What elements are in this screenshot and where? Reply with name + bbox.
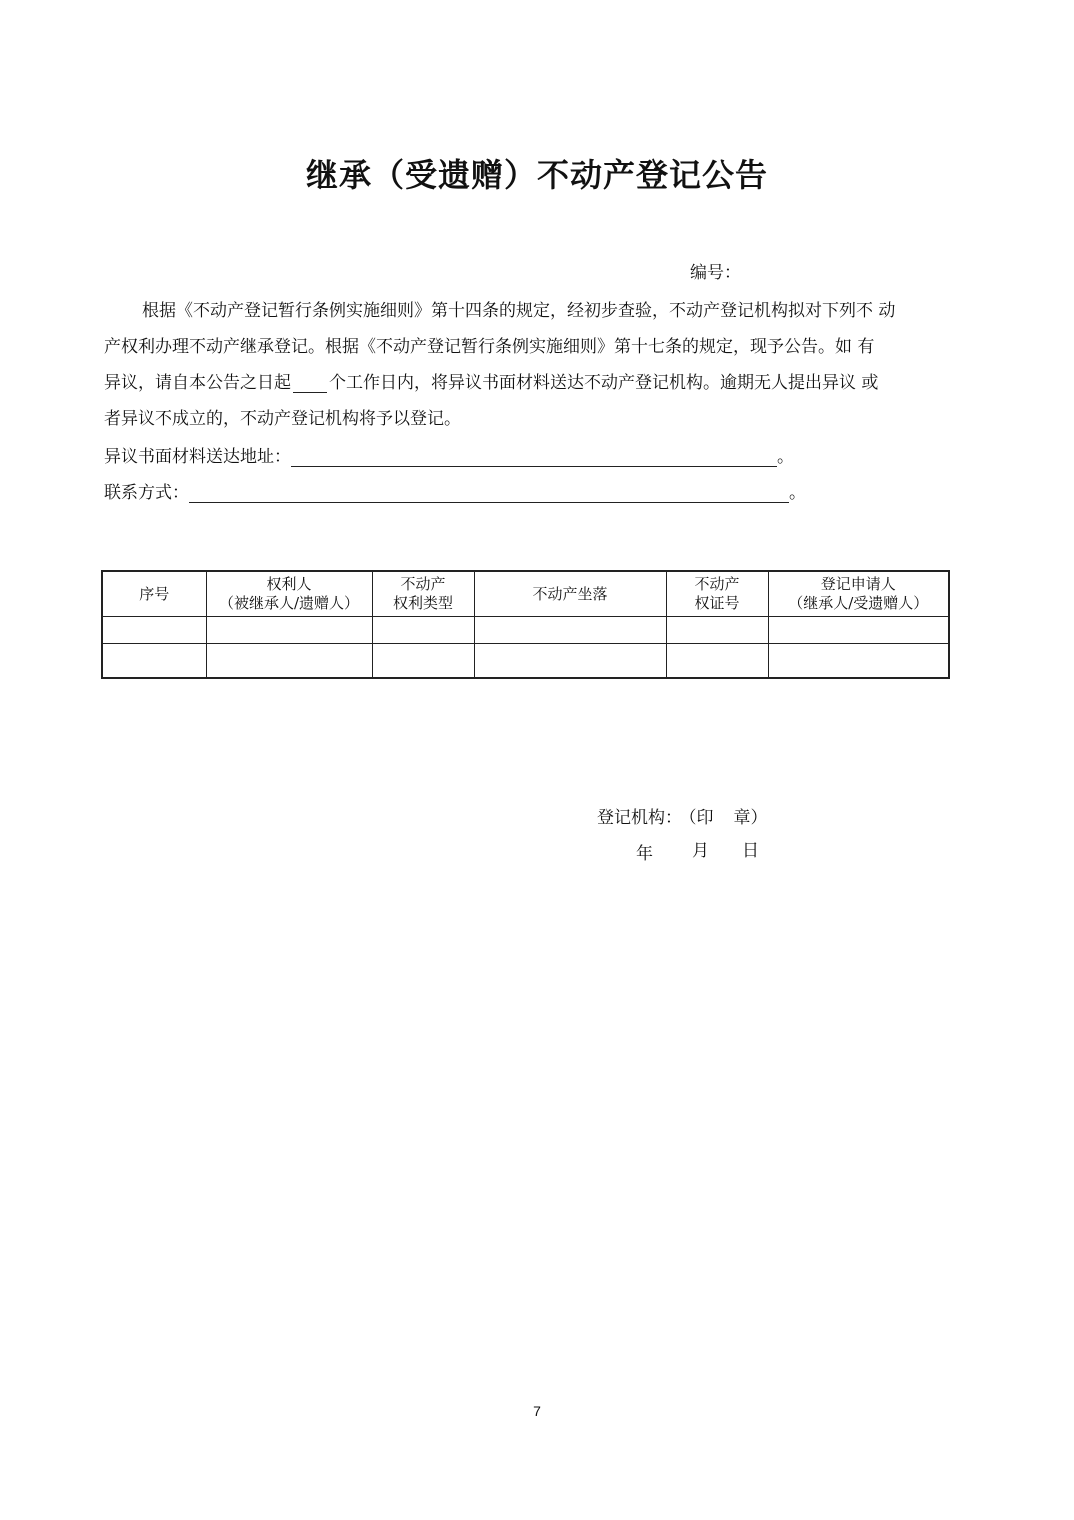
header-index: 序号 — [102, 571, 206, 617]
header-rights-type: 不动产 权利类型 — [372, 571, 474, 617]
address-label: 异议书面材料送达地址： — [104, 447, 291, 467]
table-row — [102, 617, 949, 644]
registration-table — [101, 570, 950, 679]
paragraph-line-3 — [104, 368, 878, 393]
paragraph-line-3-start: 异议，请自本公告之日起 — [104, 373, 291, 393]
header-applicant: 登记申请人 （继承人/受遗赠人） — [768, 571, 949, 617]
authority-label: 登记机构： — [597, 808, 682, 828]
table-cell — [372, 617, 474, 644]
seal-close: 章） — [733, 808, 768, 828]
table-cell — [102, 644, 206, 679]
registration-authority-stamp — [597, 803, 768, 828]
paragraph-line-1: 根据《不动产登记暂行条例实施细则》第十四条的规定，经初步查验，不动产登记机构拟对下列不 动 — [142, 301, 896, 321]
paragraph-line-4: 者异议不成立的，不动产登记机构将予以登记。 — [104, 409, 461, 429]
date-day: 日 — [742, 841, 759, 861]
header-location: 不动产坐落 — [474, 571, 666, 617]
page-title: 继承（受遗赠）不动产登记公告 — [305, 156, 768, 194]
table-cell — [768, 644, 949, 679]
table-cell — [768, 617, 949, 644]
paragraph-line-3-end: 个工作日内，将异议书面材料送达不动产登记机构。逾期无人提出异议 或 — [329, 373, 879, 393]
page-number: 7 — [533, 1403, 541, 1419]
table-cell — [666, 617, 768, 644]
table-cell — [372, 644, 474, 679]
table-cell — [102, 617, 206, 644]
contact-blank-line — [189, 484, 789, 503]
table-cell — [206, 617, 372, 644]
table-cell — [206, 644, 372, 679]
date-month: 月 — [692, 841, 709, 861]
serial-number-label: 编号： — [690, 263, 741, 283]
address-row — [104, 442, 794, 467]
contact-row — [104, 478, 806, 503]
table-cell — [474, 644, 666, 679]
table-cell — [474, 617, 666, 644]
address-blank-line — [291, 448, 777, 467]
contact-label: 联系方式： — [104, 483, 189, 503]
table-cell — [666, 644, 768, 679]
date-year: 年 — [636, 844, 653, 864]
paragraph-line-2: 产权利办理不动产继承登记。根据《不动产登记暂行条例实施细则》第十七条的规定，现予公告。如 有 — [104, 337, 875, 357]
table-row — [102, 644, 949, 679]
address-period: 。 — [777, 447, 794, 467]
seal-open: （印 — [688, 808, 714, 828]
table-header-row — [102, 571, 949, 617]
header-rights-holder: 权利人 （被继承人/遗赠人） — [206, 571, 372, 617]
contact-period: 。 — [789, 483, 806, 503]
days-blank — [293, 374, 327, 393]
header-certificate-number: 不动产 权证号 — [666, 571, 768, 617]
